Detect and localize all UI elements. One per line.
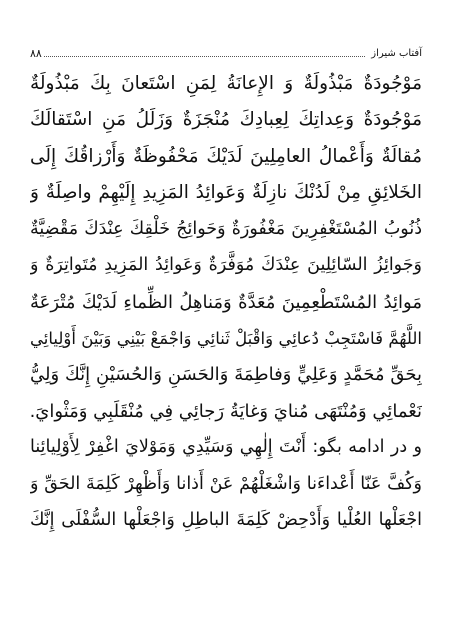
text-line-content: مَوائِدُ المُسْتَطْعِمِينَ مُعَدَّةٌ وَمَناهِلُ الظِّماءِ لَدَيْكَ مُتْرَعَةٌ bbox=[30, 291, 422, 313]
text-line bbox=[30, 321, 422, 357]
text-line bbox=[30, 66, 422, 102]
text-line bbox=[30, 175, 422, 211]
text-line bbox=[30, 139, 422, 175]
text-line-content: مَوْجُودَةٌ وَعِداتِكَ لِعِبادِكَ مُنْجَزَةٌ وَزَلَلُ مَنِ اسْتَقالَكَ bbox=[30, 109, 422, 131]
text-line-content: مَوْجُودَةٌ مَبْذُولَةٌ وَ الإِعانَةُ لِمَنِ اسْتَعانَ بِكَ مَبْذُولَةٌ bbox=[30, 72, 422, 94]
page-number: ۸۸ bbox=[30, 47, 42, 60]
text-line bbox=[30, 394, 422, 430]
text-line-content: وَجَوائِزُ السّائِلِينَ عِنْدَكَ مُوَفَّرَةٌ وَعَوائِدُ المَزِيدِ مُتَواتِرَةٌ وَ bbox=[30, 255, 422, 276]
text-line-content: وَكُفَّ عَنّا أَعْداءَنا وَاشْغَلْهُمْ عَنْ أَذانا وَأَظْهِرْ كَلِمَةَ الحَقِّ وَ bbox=[30, 473, 422, 494]
text-line bbox=[30, 503, 422, 539]
text-line-content: اللَّهُمَّ فَاسْتَجِبْ دُعائِي وَاقْبَلْ ثَنائِي وَاجْمَعْ بَيْنِي وَبَيْنَ أَوْلِيائِي bbox=[30, 328, 422, 348]
running-title: آفتاب شیراز bbox=[371, 48, 422, 59]
text-line bbox=[30, 102, 422, 138]
text-line bbox=[30, 430, 422, 466]
text-line-content: الخَلائِقِ مِنْ لَدُنْكَ نازِلَةٌ وَعَوائِدُ المَزِيدِ إِلَيْهِمْ واصِلَةٌ وَ bbox=[30, 182, 422, 204]
page-header bbox=[30, 42, 422, 60]
text-line-content: و در ادامه بگو: أَنْتَ إِلٰهِي وَسَيِّدِي وَمَوْلايَ اغْفِرْ لِأَوْلِيائِنا bbox=[30, 437, 422, 458]
header-dotted-leader bbox=[44, 56, 365, 57]
text-line bbox=[30, 284, 422, 320]
text-line-content: بِحَقِّ مُحَمَّدٍ وَعَلِيٍّ وَفاطِمَةَ وَالحَسَنِ وَالحُسَيْنِ إِنَّكَ وَلِيُّ bbox=[30, 364, 422, 386]
prayer-text-body bbox=[30, 66, 422, 566]
text-line-content: اجْعَلْها العُلْيا وَأَدْحِضْ كَلِمَةَ الباطِلِ وَاجْعَلْها السُّفْلَى إِنَّكَ bbox=[30, 510, 422, 531]
text-line bbox=[30, 357, 422, 393]
text-line-content: مُقالَةٌ وَأَعْمالُ العامِلِينَ لَدَيْكَ مَحْفُوظَةٌ وَأَرْزاقُكَ إِلَى bbox=[30, 145, 422, 167]
text-line bbox=[30, 248, 422, 284]
text-line bbox=[30, 212, 422, 248]
text-line bbox=[30, 466, 422, 502]
text-line-content: ذُنُوبُ المُسْتَغْفِرِينَ مَغْفُورَةٌ وَحَوائِجُ خَلْقِكَ عِنْدَكَ مَقْضِيَّةٌ bbox=[30, 219, 422, 239]
text-line-content: نَعْمائِي وَمُنْتَهَى مُنايَ وَغايَةُ رَجائِي فِي مُنْقَلَبِي وَمَثْوايَ. bbox=[30, 400, 422, 422]
